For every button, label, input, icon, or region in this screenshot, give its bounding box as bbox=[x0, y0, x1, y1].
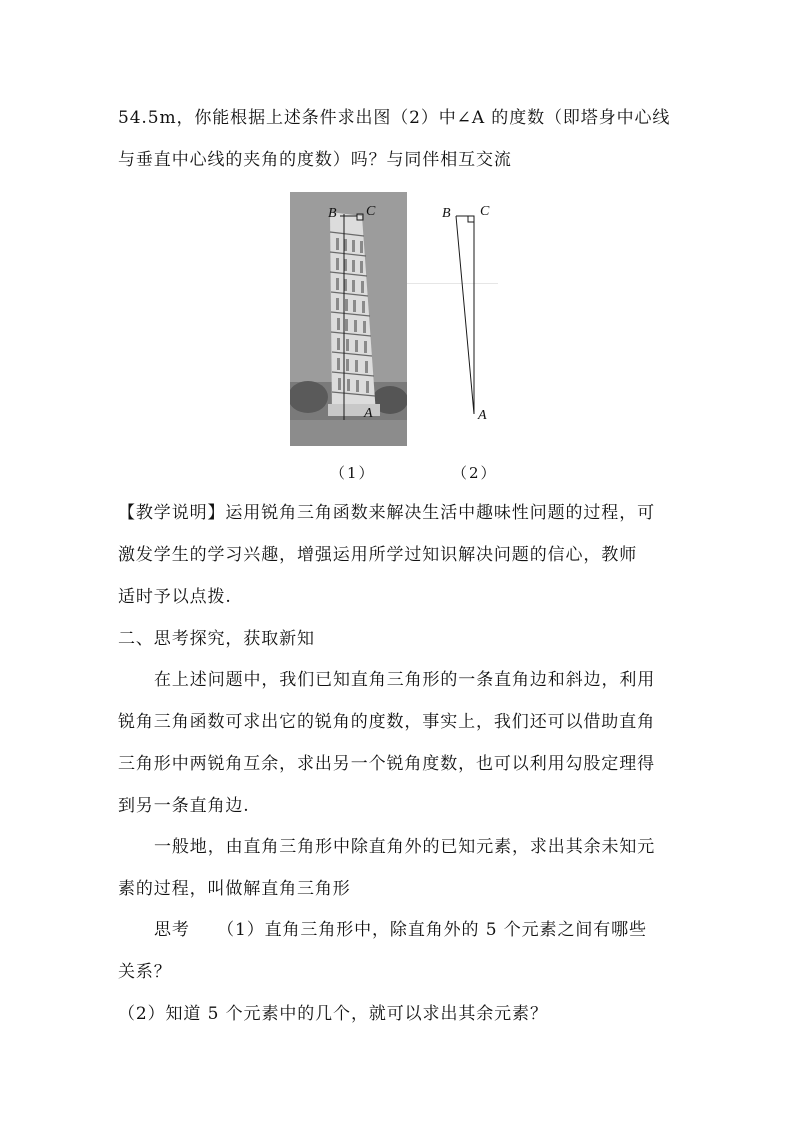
photo-label-a: A bbox=[364, 406, 373, 421]
think-line-2: 关系？ bbox=[118, 962, 172, 982]
diagram-label-b: B bbox=[442, 206, 451, 221]
section-heading: 二、思考探究，获取新知 bbox=[118, 629, 315, 649]
definition-line-1: 一般地，由直角三角形中除直角外的已知元素，求出其余未知元 bbox=[154, 837, 656, 857]
photo-label-b: B bbox=[328, 206, 337, 221]
diagram-label-c: C bbox=[480, 204, 490, 219]
caption-figure-1: （1） bbox=[330, 464, 376, 482]
teaching-note-line-1: 【教学说明】运用锐角三角函数来解决生活中趣味性问题的过程，可 bbox=[118, 503, 655, 523]
tower-photo-illustration bbox=[290, 192, 407, 446]
paragraph-line-2: 与垂直中心线的夹角的度数）吗？与同伴相互交流 bbox=[118, 150, 512, 170]
definition-line-2: 素的过程，叫做解直角三角形 bbox=[118, 879, 351, 899]
photo-label-c: C bbox=[366, 204, 376, 219]
caption-figure-2: （2） bbox=[452, 464, 498, 482]
body-line-1: 在上述问题中，我们已知直角三角形的一条直角边和斜边，利用 bbox=[154, 670, 656, 690]
teaching-note-line-3: 适时予以点拨. bbox=[118, 587, 232, 607]
tower-photo bbox=[290, 192, 407, 446]
leaning-tower-figure bbox=[290, 192, 498, 484]
teaching-note-line-2: 激发学生的学习兴趣，增强运用所学过知识解决问题的信心，教师 bbox=[118, 545, 638, 565]
body-line-3: 三角形中两锐角互余，求出另一个锐角度数，也可以利用勾股定理得 bbox=[118, 754, 655, 774]
think-line-1: 思考 （1）直角三角形中，除直角外的 5 个元素之间有哪些 bbox=[154, 920, 647, 940]
body-line-2: 锐角三角函数可求出它的锐角的度数，事实上，我们还可以借助直角 bbox=[118, 712, 655, 732]
think-question-2: （2）知道 5 个元素中的几个，就可以求出其余元素？ bbox=[118, 1004, 548, 1024]
body-line-4: 到另一条直角边. bbox=[118, 796, 250, 816]
diagram-label-a: A bbox=[478, 408, 487, 423]
right-triangle-diagram bbox=[440, 192, 498, 446]
paragraph-line-1: 54.5m，你能根据上述条件求出图（2）中∠A 的度数（即塔身中心线 bbox=[118, 108, 671, 128]
